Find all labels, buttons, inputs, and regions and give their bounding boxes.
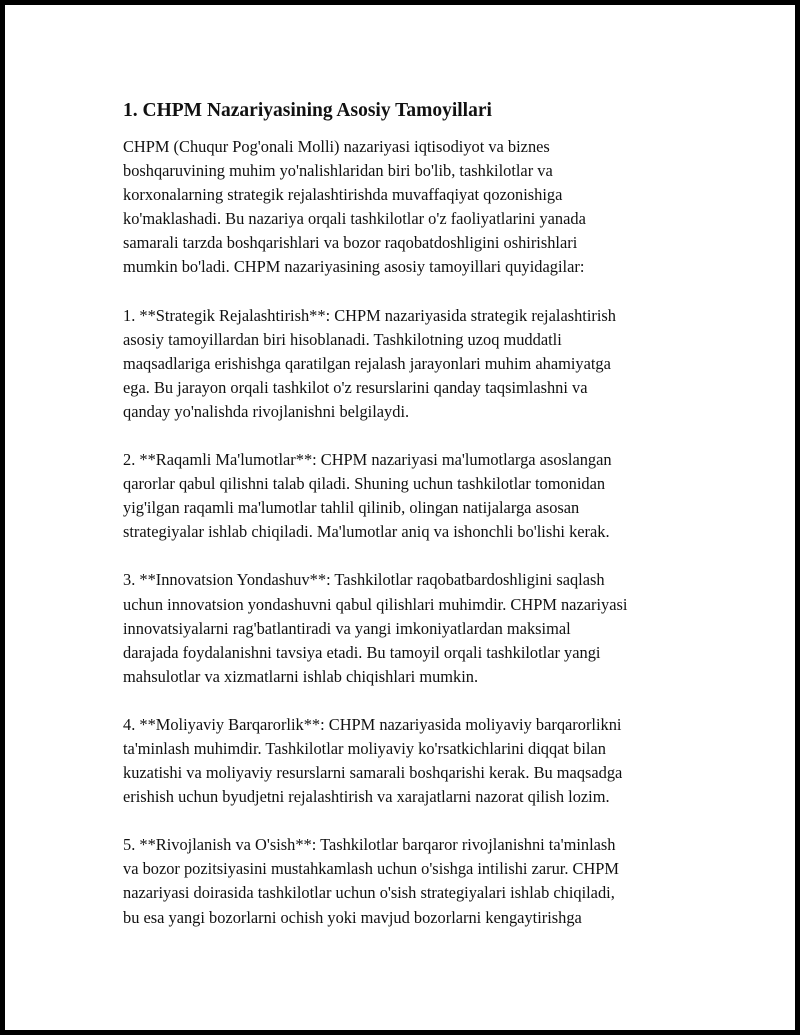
section-heading: 1. CHPM Nazariyasining Asosiy Tamoyillari: [123, 100, 492, 121]
principle-1-paragraph: [123, 304, 703, 424]
text-line: 1. **Strategik Rejalashtirish**: CHPM nazariyasida strategik rejalashtirish: [123, 305, 616, 325]
text-line: bu esa yangi bozorlarni ochish yoki mavjud bozorlarni kengaytirishga: [123, 907, 582, 927]
text-line: CHPM (Chuqur Pog'onali Molli) nazariyasi iqtisodiyot va biznes: [123, 137, 550, 156]
text-line: asosiy tamoyillardan biri hisoblanadi. Tashkilotning uzoq muddatli: [123, 329, 562, 349]
text-line: uchun innovatsion yondashuvni qabul qilishlari muhimdir. CHPM nazariyasi: [123, 594, 628, 614]
text-line: darajada foydalanishni tavsiya etadi. Bu tamoyil orqali tashkilotlar yangi: [123, 642, 601, 662]
text-line: kuzatishi va moliyaviy resurslarni samarali boshqarishi kerak. Bu maqsadga: [123, 763, 623, 783]
text-line: yig'ilgan raqamli ma'lumotlar tahlil qilinib, olingan natijalarga asosan: [123, 498, 580, 518]
text-line: va bozor pozitsiyasini mustahkamlash uchun o'sishga intilishi zarur. CHPM: [123, 859, 619, 879]
document-body: [123, 97, 703, 954]
text-line: ko'maklashadi. Bu nazariya orqali tashkilotlar o'z faoliyatlarini yanada: [123, 209, 586, 229]
text-line: nazariyasi doirasida tashkilotlar uchun o'sish strategiyalari ishlab chiqiladi,: [123, 883, 615, 903]
text-line: samarali tarzda boshqarishlari va bozor raqobatdoshligini oshirishlari: [123, 233, 578, 253]
text-line: maqsadlariga erishishga qaratilgan rejalash jarayonlari muhim ahamiyatga: [123, 353, 611, 373]
text-line: ta'minlash muhimdir. Tashkilotlar moliyaviy ko'rsatkichlarini diqqat bilan: [123, 738, 606, 758]
text-line: boshqaruvining muhim yo'nalishlaridan biri bo'lib, tashkilotlar va: [123, 161, 553, 181]
text-line: qarorlar qabul qilishni talab qiladi. Shuning uchun tashkilotlar tomonidan: [123, 474, 606, 494]
text-line: innovatsiyalarni rag'batlantiradi va yangi imkoniyatlardan maksimal: [123, 618, 571, 638]
principle-2-paragraph: [123, 448, 703, 544]
text-line: mahsulotlar va xizmatlarni ishlab chiqishlari mumkin.: [123, 666, 479, 686]
text-line: ega. Bu jarayon orqali tashkilot o'z resurslarini qanday taqsimlashni va: [123, 377, 588, 397]
text-line: strategiyalar ishlab chiqiladi. Ma'lumotlar aniq va ishonchli bo'lishi kerak.: [123, 522, 610, 542]
intro-paragraph: [123, 135, 703, 280]
text-line: erishish uchun byudjetni rejalashtirish va xarajatlarni nazorat qilish lozim.: [123, 787, 610, 807]
principle-5-paragraph: [123, 833, 703, 929]
text-line: mumkin bo'ladi. CHPM nazariyasining asosiy tamoyillari quyidagilar:: [123, 257, 585, 277]
text-line: qanday yo'nalishda rivojlanishni belgilaydi.: [123, 401, 410, 421]
principle-4-paragraph: [123, 713, 703, 809]
text-line: 3. **Innovatsion Yondashuv**: Tashkilotlar raqobatbardoshligini saqlash: [123, 570, 605, 590]
principle-3-paragraph: [123, 568, 703, 688]
text-line: 4. **Moliyaviy Barqarorlik**: CHPM nazariyasida moliyaviy barqarorlikni: [123, 714, 622, 734]
text-line: 5. **Rivojlanish va O'sish**: Tashkilotlar barqaror rivojlanishni ta'minlash: [123, 835, 616, 855]
text-line: korxonalarning strategik rejalashtirishda muvaffaqiyat qozonishiga: [123, 185, 563, 205]
text-line: 2. **Raqamli Ma'lumotlar**: CHPM nazariyasi ma'lumotlarga asoslangan: [123, 450, 612, 470]
